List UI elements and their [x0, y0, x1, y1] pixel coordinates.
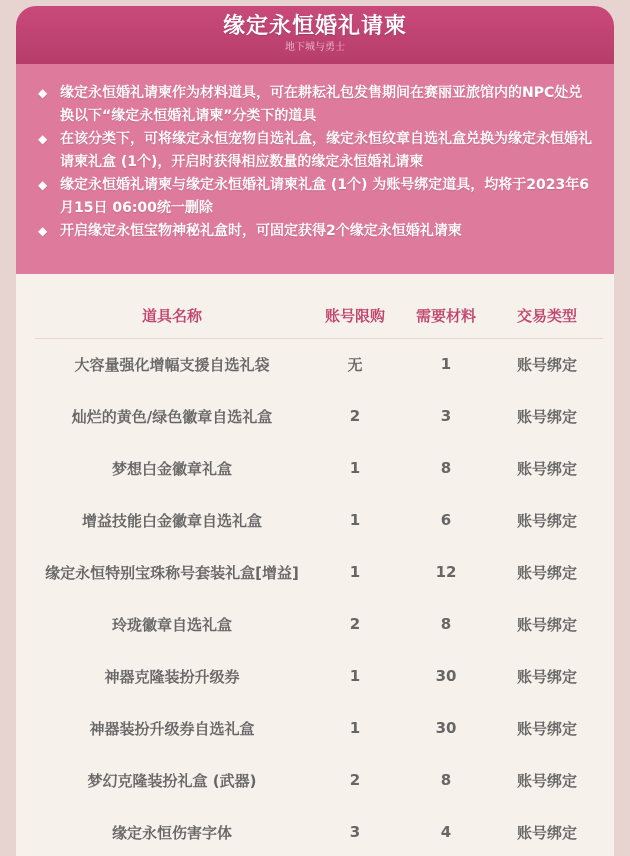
cell-required-material: 4	[440, 823, 452, 841]
cell-item-name: 增益技能白金徽章自选礼盒	[81, 511, 262, 530]
cell-account-limit: 2	[349, 771, 361, 789]
cell-item-name: 梦想白金徽章礼盒	[111, 459, 232, 478]
cell-required-material: 8	[440, 771, 452, 789]
cell-trade-type: 账号绑定	[516, 771, 577, 790]
note-text: 在该分类下，可将缘定永恒宠物自选礼盒，缘定永恒纹章自选礼盒兑换为缘定永恒婚礼请柬礼盒 (1个)，开启时获得相应数量的缘定永恒婚礼请柬	[60, 131, 592, 170]
cell-item-name: 梦幻克隆装扮礼盒 (武器)	[87, 771, 257, 790]
page-title: 缘定永恒婚礼请柬	[222, 14, 407, 39]
cell-required-material: 1	[440, 355, 452, 373]
cell-trade-type: 账号绑定	[516, 615, 577, 634]
cell-account-limit: 无	[347, 355, 363, 374]
cell-trade-type: 账号绑定	[516, 407, 577, 426]
cell-trade-type: 账号绑定	[516, 459, 577, 478]
table-row	[35, 390, 603, 442]
cell-account-limit: 1	[349, 511, 361, 529]
cell-required-material: 6	[440, 511, 452, 529]
panel-header	[16, 6, 614, 64]
page-subtitle: 地下城与勇士	[285, 42, 345, 53]
diamond-bullet-icon: ◆	[38, 86, 48, 100]
cell-trade-type: 账号绑定	[516, 563, 577, 582]
table-row	[35, 442, 603, 494]
note-text: 缘定永恒婚礼请柬作为材料道具，可在耕耘礼包发售期间在赛丽亚旅馆内的NPC处兑换以下“缘定永恒婚礼请柬”分类下的道具	[60, 85, 583, 124]
event-panel	[16, 6, 614, 856]
cell-account-limit: 1	[349, 719, 361, 737]
table-row	[35, 650, 603, 702]
table-header-row	[35, 292, 603, 339]
note-item	[34, 174, 596, 220]
column-header-trade-type: 交易类型	[491, 292, 603, 339]
cell-item-name: 大容量强化增幅支援自选礼袋	[74, 355, 270, 374]
cell-trade-type: 账号绑定	[516, 823, 577, 842]
cell-trade-type: 账号绑定	[516, 667, 577, 686]
note-text: 缘定永恒婚礼请柬与缘定永恒婚礼请柬礼盒 (1个) 为账号绑定道具，均将于2023年6月15日 06:00统一删除	[60, 177, 589, 216]
cell-required-material: 30	[435, 719, 457, 737]
note-text: 开启缘定永恒宝物神秘礼盒时，可固定获得2个缘定永恒婚礼请柬	[60, 223, 462, 239]
cell-account-limit: 1	[349, 563, 361, 581]
table-row	[35, 806, 603, 856]
cell-required-material: 30	[435, 667, 457, 685]
cell-required-material: 8	[440, 615, 452, 633]
cell-item-name: 缘定永恒伤害字体	[111, 823, 232, 842]
cell-account-limit: 3	[349, 823, 361, 841]
notes-section	[16, 64, 614, 274]
table-row	[35, 494, 603, 546]
table-row	[35, 702, 603, 754]
cell-account-limit: 2	[349, 407, 361, 425]
cell-item-name: 神器装扮升级券自选礼盒	[89, 719, 255, 738]
table-row	[35, 339, 603, 391]
cell-trade-type: 账号绑定	[516, 355, 577, 374]
cell-account-limit: 1	[349, 667, 361, 685]
cell-required-material: 8	[440, 459, 452, 477]
cell-required-material: 3	[440, 407, 452, 425]
note-item	[34, 220, 596, 243]
table-row	[35, 546, 603, 598]
diamond-bullet-icon: ◆	[38, 132, 48, 146]
cell-item-name: 缘定永恒特别宝珠称号套装礼盒[增益]	[45, 563, 299, 582]
cell-item-name: 灿烂的黄色/绿色徽章自选礼盒	[71, 407, 273, 426]
cell-trade-type: 账号绑定	[516, 719, 577, 738]
column-header-required-material: 需要材料	[401, 292, 491, 339]
column-header-account-limit: 账号限购	[309, 292, 401, 339]
note-item	[34, 82, 596, 128]
note-item	[34, 128, 596, 174]
table-row	[35, 754, 603, 806]
cell-item-name: 神器克隆装扮升级券	[104, 667, 240, 686]
exchange-table	[35, 292, 603, 856]
diamond-bullet-icon: ◆	[38, 224, 48, 238]
column-header-item-name: 道具名称	[35, 292, 309, 339]
diamond-bullet-icon: ◆	[38, 178, 48, 192]
cell-account-limit: 2	[349, 615, 361, 633]
cell-required-material: 12	[435, 563, 457, 581]
cell-account-limit: 1	[349, 459, 361, 477]
exchange-table-section	[16, 274, 614, 856]
cell-trade-type: 账号绑定	[516, 511, 577, 530]
table-row	[35, 598, 603, 650]
cell-item-name: 玲珑徽章自选礼盒	[111, 615, 232, 634]
